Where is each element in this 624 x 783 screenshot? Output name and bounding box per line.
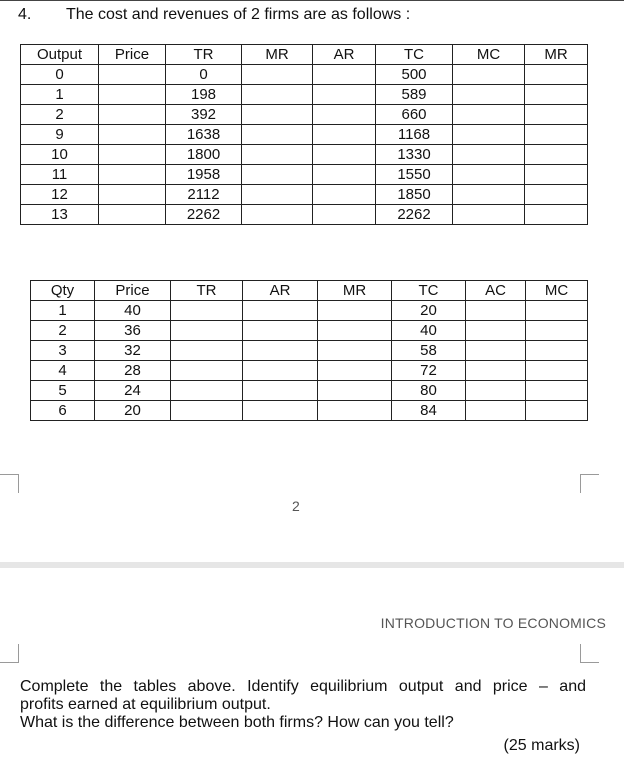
firm2-table-cell: [466, 321, 526, 341]
firm1-table-cell: [99, 145, 166, 165]
firm1-table-cell: [242, 205, 313, 225]
firm1-table-cell: [313, 105, 376, 125]
question-title: The cost and revenues of 2 firms are as follows :: [66, 6, 411, 23]
firm1-table-row: [21, 205, 588, 225]
firm2-table-cell: 72: [392, 361, 466, 381]
top-rule: [0, 0, 624, 1]
crop-mark-bottom-right: [580, 644, 599, 663]
firm2-table-cell: [243, 321, 318, 341]
firm2-table-cell: [318, 301, 392, 321]
firm1-table-cell: [453, 185, 525, 205]
firm1-table-cell: [453, 125, 525, 145]
crop-mark-top-right: [580, 474, 599, 493]
firm1-table-cell: [313, 145, 376, 165]
firm2-table-cell: [318, 341, 392, 361]
firm2-table-row: [31, 381, 588, 401]
firm1-table-cell: 0: [166, 65, 242, 85]
firm2-table-cell: [526, 301, 588, 321]
firm1-table-cell: 13: [21, 205, 99, 225]
firm1-table-cell: 2262: [376, 205, 453, 225]
firm1-table-cell: [242, 145, 313, 165]
firm1-table-cell: 9: [21, 125, 99, 145]
crop-mark-bottom-left: [0, 644, 19, 663]
page-number: 2: [292, 498, 300, 514]
firm1-table-cell: [525, 125, 588, 145]
instruction-line-1: Complete the tables above. Identify equilibrium output and price – and: [20, 678, 586, 695]
firm1-table-cell: 1330: [376, 145, 453, 165]
firm2-table-cell: [466, 401, 526, 421]
firm2-table-cell: [171, 381, 243, 401]
firm2-table-cell: [243, 361, 318, 381]
firm1-table-cell: [242, 65, 313, 85]
firm2-table-cell: 24: [95, 381, 171, 401]
firm1-table-cell: [242, 165, 313, 185]
firm2-table-cell: 36: [95, 321, 171, 341]
firm1-table-header-cell: AR: [313, 45, 376, 65]
firm2-table-cell: [243, 401, 318, 421]
firm1-table-cell: 2262: [166, 205, 242, 225]
firm1-table-header-cell: Output: [21, 45, 99, 65]
firm2-table-cell: 40: [392, 321, 466, 341]
firm2-table-cell: 58: [392, 341, 466, 361]
firm1-table-header: [21, 45, 588, 65]
firm2-table-cell: 32: [95, 341, 171, 361]
firm1-table-cell: 12: [21, 185, 99, 205]
firm2-table-cell: 28: [95, 361, 171, 381]
firm1-table-cell: 660: [376, 105, 453, 125]
firm2-table-header-cell: TC: [392, 281, 466, 301]
firm1-table-cell: [453, 105, 525, 125]
firm1-table-header-cell: TC: [376, 45, 453, 65]
firm2-table-cell: [526, 341, 588, 361]
firm1-table-cell: [99, 125, 166, 145]
firm2-table-cell: [318, 401, 392, 421]
firm2-table-cell: 40: [95, 301, 171, 321]
firm1-table-cell: [525, 165, 588, 185]
firm1-table-cell: [525, 85, 588, 105]
firm1-table-cell: 1800: [166, 145, 242, 165]
firm1-table-header-cell: Price: [99, 45, 166, 65]
firm2-table-cell: 5: [31, 381, 95, 401]
firm1-table-cell: [242, 85, 313, 105]
firm2-table-cell: [318, 361, 392, 381]
firm2-table-header-cell: AR: [243, 281, 318, 301]
page-break: [0, 562, 624, 568]
firm1-table-cell: [313, 205, 376, 225]
firm2-table: [30, 280, 588, 421]
firm1-table-row: [21, 65, 588, 85]
firm1-table-header-cell: MR: [525, 45, 588, 65]
firm1-table-cell: 10: [21, 145, 99, 165]
firm2-table-cell: [318, 381, 392, 401]
instruction-line-2: profits earned at equilibrium output.: [20, 696, 271, 713]
firm1-table-cell: 1958: [166, 165, 242, 185]
firm1-table-cell: 392: [166, 105, 242, 125]
running-header: INTRODUCTION TO ECONOMICS: [380, 615, 606, 631]
firm2-table-body: [31, 301, 588, 421]
firm2-table-cell: 20: [392, 301, 466, 321]
firm1-table-cell: 2112: [166, 185, 242, 205]
firm2-table-cell: 80: [392, 381, 466, 401]
firm2-table-cell: [171, 401, 243, 421]
firm1-table-cell: 11: [21, 165, 99, 185]
firm1-table-cell: [99, 185, 166, 205]
firm2-table-cell: [526, 321, 588, 341]
firm1-table-row: [21, 165, 588, 185]
firm2-table-cell: 1: [31, 301, 95, 321]
firm2-table-header-cell: AC: [466, 281, 526, 301]
firm1-table-header-cell: MC: [453, 45, 525, 65]
firm2-table-cell: [171, 321, 243, 341]
firm1-table-cell: [242, 105, 313, 125]
firm1-table-cell: [525, 145, 588, 165]
firm2-table-cell: [466, 341, 526, 361]
firm1-table-cell: [525, 105, 588, 125]
firm2-table-cell: [466, 381, 526, 401]
firm2-table-cell: 6: [31, 401, 95, 421]
firm1-table-cell: [453, 145, 525, 165]
firm2-table-cell: 3: [31, 341, 95, 361]
firm1-table-cell: [313, 185, 376, 205]
firm2-table-header-cell: Qty: [31, 281, 95, 301]
firm2-table-cell: [526, 401, 588, 421]
firm2-table-row: [31, 401, 588, 421]
firm1-table-row: [21, 145, 588, 165]
firm2-table-row: [31, 361, 588, 381]
firm1-table-row: [21, 125, 588, 145]
crop-mark-top-left: [0, 474, 19, 493]
firm1-table-cell: 1850: [376, 185, 453, 205]
firm2-table-cell: [466, 301, 526, 321]
firm1-table-cell: [242, 125, 313, 145]
firm1-table-header-cell: TR: [166, 45, 242, 65]
firm1-table-cell: 500: [376, 65, 453, 85]
firm2-table-header-cell: MC: [526, 281, 588, 301]
firm1-table-cell: [99, 85, 166, 105]
firm2-table-cell: [243, 301, 318, 321]
firm2-table-header-cell: TR: [171, 281, 243, 301]
firm2-table-header: [31, 281, 588, 301]
instruction-line-3: What is the difference between both firms? How can you tell?: [20, 714, 454, 731]
firm2-table-cell: 84: [392, 401, 466, 421]
firm1-table-cell: [99, 65, 166, 85]
firm1-table-cell: 0: [21, 65, 99, 85]
firm1-table-cell: 1: [21, 85, 99, 105]
firm1-table-cell: 2: [21, 105, 99, 125]
firm1-table-cell: [453, 205, 525, 225]
instructions: [20, 678, 586, 732]
firm1-table-cell: 1638: [166, 125, 242, 145]
firm1-table-row: [21, 185, 588, 205]
firm1-table-cell: [525, 65, 588, 85]
firm1-table-cell: [99, 165, 166, 185]
firm1-table-cell: [313, 85, 376, 105]
firm2-table-header-cell: Price: [95, 281, 171, 301]
firm1-table-cell: 589: [376, 85, 453, 105]
firm1-table-cell: [313, 165, 376, 185]
firm2-table-cell: [243, 341, 318, 361]
question-number: 4.: [18, 6, 32, 23]
firm1-table-cell: [313, 65, 376, 85]
firm1-table-row: [21, 105, 588, 125]
firm2-table-cell: [171, 341, 243, 361]
firm1-table-cell: [453, 85, 525, 105]
firm2-table-row: [31, 341, 588, 361]
firm2-table-cell: [171, 361, 243, 381]
firm1-table-cell: 1550: [376, 165, 453, 185]
firm1-table-header-cell: MR: [242, 45, 313, 65]
firm2-table-cell: 4: [31, 361, 95, 381]
firm1-table-cell: [242, 185, 313, 205]
firm2-table-row: [31, 301, 588, 321]
firm2-table-cell: [466, 361, 526, 381]
firm2-table-cell: 2: [31, 321, 95, 341]
firm1-table-cell: [525, 185, 588, 205]
firm1-table-row: [21, 85, 588, 105]
firm1-table-cell: [99, 205, 166, 225]
marks-label: (25 marks): [503, 737, 580, 754]
firm2-table-header-cell: MR: [318, 281, 392, 301]
firm1-table-cell: 198: [166, 85, 242, 105]
firm2-table-cell: [171, 301, 243, 321]
firm1-table-cell: [453, 65, 525, 85]
firm2-table-cell: [318, 321, 392, 341]
firm1-table-cell: [99, 105, 166, 125]
firm1-table-cell: [313, 125, 376, 145]
firm2-table-row: [31, 321, 588, 341]
firm1-table-body: [21, 65, 588, 225]
firm2-table-cell: [243, 381, 318, 401]
firm1-table-cell: [525, 205, 588, 225]
firm2-table-cell: [526, 361, 588, 381]
firm2-table-cell: [526, 381, 588, 401]
firm1-table: [20, 44, 588, 225]
firm2-table-cell: 20: [95, 401, 171, 421]
firm1-table-cell: 1168: [376, 125, 453, 145]
firm1-table-cell: [453, 165, 525, 185]
